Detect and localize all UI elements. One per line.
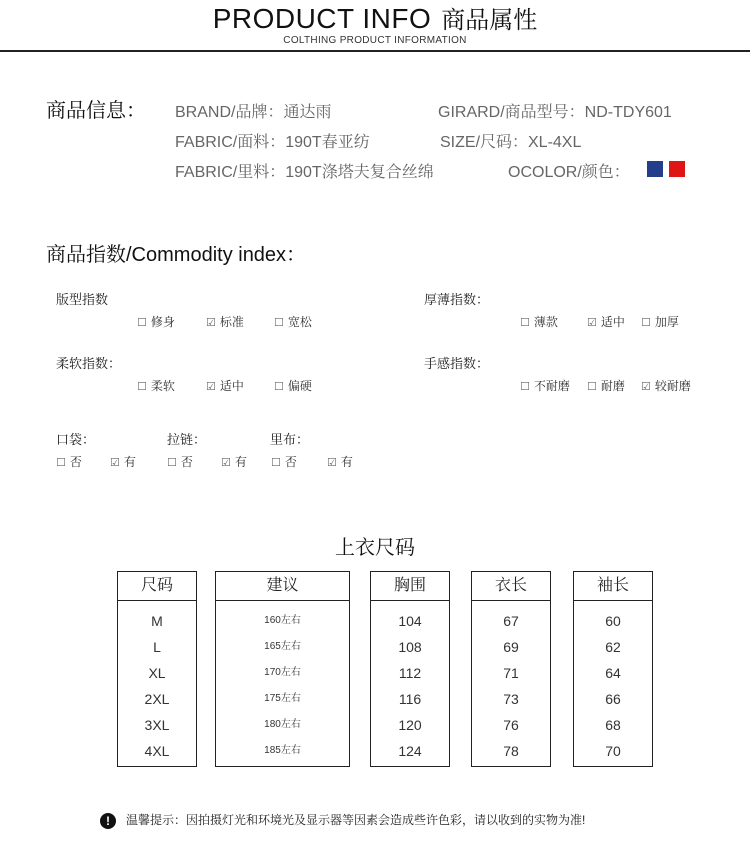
page-subtitle: COLTHING PRODUCT INFORMATION [283, 35, 467, 46]
index-section-title: 商品指数/Commodity index： [46, 244, 307, 266]
softness-option-hard [274, 377, 312, 394]
notice-text: 温馨提示：因拍摄灯光和环境光及显示器等因素会造成些许色彩，请以收到的实物为准! [126, 813, 586, 827]
checkbox-icon: ☐ [641, 317, 651, 329]
lining-option-no [271, 453, 297, 470]
table-cell: XL [148, 665, 166, 681]
feel-option-not-durable [520, 377, 570, 394]
info-section-title: 商品信息： [46, 100, 146, 122]
table-cell: 64 [605, 665, 621, 681]
option-label: 薄款 [533, 315, 558, 329]
table-cell: 165左右 [264, 641, 301, 652]
column-header: 衣长 [472, 572, 550, 601]
header-divider [0, 50, 750, 52]
title-en: PRODUCT INFO [212, 3, 432, 34]
color-swatch-red [669, 161, 685, 177]
info-model: GIRARD/商品型号：ND-TDY601 [438, 104, 672, 121]
notice [100, 811, 585, 829]
zipper-label: 拉链： [167, 432, 207, 447]
size-column-suggest [215, 571, 350, 767]
table-cell: 170左右 [264, 667, 301, 678]
checkbox-icon: ☐ [274, 381, 284, 393]
thickness-option-medium [587, 313, 625, 330]
table-cell: 71 [503, 665, 519, 681]
option-label: 有 [234, 455, 247, 469]
table-cell: 66 [605, 691, 621, 707]
option-label: 耐磨 [600, 379, 625, 393]
pocket-label: 口袋： [56, 432, 96, 447]
table-cell: 70 [605, 743, 621, 759]
table-cell: L [153, 639, 161, 655]
checkbox-checked-icon: ☑ [206, 317, 216, 329]
pocket-option-no [56, 453, 82, 470]
table-cell: 67 [503, 613, 519, 629]
table-cell: 3XL [144, 717, 170, 733]
column-header: 建议 [216, 572, 349, 601]
feel-index-label: 手感指数： [424, 356, 490, 371]
size-column-sleeve [573, 571, 653, 767]
checkbox-checked-icon: ☑ [327, 457, 337, 469]
table-cell: 104 [398, 613, 422, 629]
option-label: 否 [180, 455, 193, 469]
option-label: 较耐磨 [654, 379, 691, 393]
fit-index-label: 版型指数 [56, 292, 109, 307]
table-cell: 78 [503, 743, 519, 759]
table-cell: 2XL [144, 691, 170, 707]
checkbox-checked-icon: ☑ [221, 457, 231, 469]
option-label: 适中 [219, 379, 244, 393]
checkbox-icon: ☐ [587, 381, 597, 393]
table-cell: 185左右 [264, 745, 301, 756]
zipper-option-no [167, 453, 193, 470]
warning-icon: ! [100, 813, 116, 829]
table-cell: 116 [398, 691, 422, 707]
thickness-option-thick [641, 313, 679, 330]
option-label: 适中 [600, 315, 625, 329]
fit-option-standard [206, 313, 244, 330]
title-cn: 商品属性 [441, 7, 538, 34]
lining-label: 里布： [270, 432, 310, 447]
table-cell: 108 [398, 639, 422, 655]
checkbox-icon: ☐ [520, 381, 530, 393]
lining-option-yes [327, 453, 353, 470]
feel-option-durable [587, 377, 625, 394]
checkbox-checked-icon: ☑ [587, 317, 597, 329]
option-label: 否 [69, 455, 82, 469]
option-label: 有 [123, 455, 136, 469]
option-label: 柔软 [150, 379, 175, 393]
option-label: 不耐磨 [533, 379, 570, 393]
pocket-option-yes [110, 453, 136, 470]
checkbox-checked-icon: ☑ [206, 381, 216, 393]
info-size: SIZE/尺码：XL-4XL [440, 134, 582, 151]
fit-option-slim [137, 313, 175, 330]
page-title [0, 0, 750, 35]
softness-option-soft [137, 377, 175, 394]
table-cell: 4XL [144, 743, 170, 759]
checkbox-icon: ☐ [167, 457, 177, 469]
info-color-label: OCOLOR/颜色： [508, 164, 630, 181]
table-cell: 62 [605, 639, 621, 655]
table-cell: 160左右 [264, 615, 301, 626]
checkbox-icon: ☐ [137, 381, 147, 393]
table-cell: 76 [503, 717, 519, 733]
table-cell: M [151, 613, 163, 629]
table-cell: 180左右 [264, 719, 301, 730]
table-cell: 73 [503, 691, 519, 707]
checkbox-icon: ☐ [520, 317, 530, 329]
fit-option-loose [274, 313, 312, 330]
info-fabric: FABRIC/面料：190T春亚纺 [175, 134, 370, 151]
zipper-option-yes [221, 453, 247, 470]
color-swatch-blue [647, 161, 663, 177]
column-header: 袖长 [574, 572, 652, 601]
column-header: 胸围 [371, 572, 449, 601]
table-cell: 69 [503, 639, 519, 655]
info-lining: FABRIC/里料：190T涤塔夫复合丝绵 [175, 164, 434, 181]
size-column-chest [370, 571, 450, 767]
table-cell: 175左右 [264, 693, 301, 704]
option-label: 有 [340, 455, 353, 469]
info-brand: BRAND/品牌：通达雨 [175, 104, 332, 121]
option-label: 修身 [150, 315, 175, 329]
softness-option-medium [206, 377, 244, 394]
table-cell: 60 [605, 613, 621, 629]
checkbox-icon: ☐ [137, 317, 147, 329]
size-column-size [117, 571, 197, 767]
option-label: 宽松 [287, 315, 312, 329]
table-cell: 120 [398, 717, 422, 733]
size-table-title: 上衣尺码 [335, 537, 415, 559]
checkbox-icon: ☐ [274, 317, 284, 329]
table-cell: 112 [398, 665, 422, 681]
option-label: 标准 [219, 315, 244, 329]
option-label: 偏硬 [287, 379, 312, 393]
thickness-index-label: 厚薄指数： [424, 292, 490, 307]
checkbox-checked-icon: ☑ [110, 457, 120, 469]
table-cell: 124 [398, 743, 422, 759]
option-label: 否 [284, 455, 297, 469]
option-label: 加厚 [654, 315, 679, 329]
size-column-length [471, 571, 551, 767]
feel-option-more-durable [641, 377, 691, 394]
checkbox-checked-icon: ☑ [641, 381, 651, 393]
checkbox-icon: ☐ [56, 457, 66, 469]
color-swatches [647, 160, 685, 178]
table-cell: 68 [605, 717, 621, 733]
thickness-option-thin [520, 313, 558, 330]
column-header: 尺码 [118, 572, 196, 601]
softness-index-label: 柔软指数： [56, 356, 122, 371]
checkbox-icon: ☐ [271, 457, 281, 469]
